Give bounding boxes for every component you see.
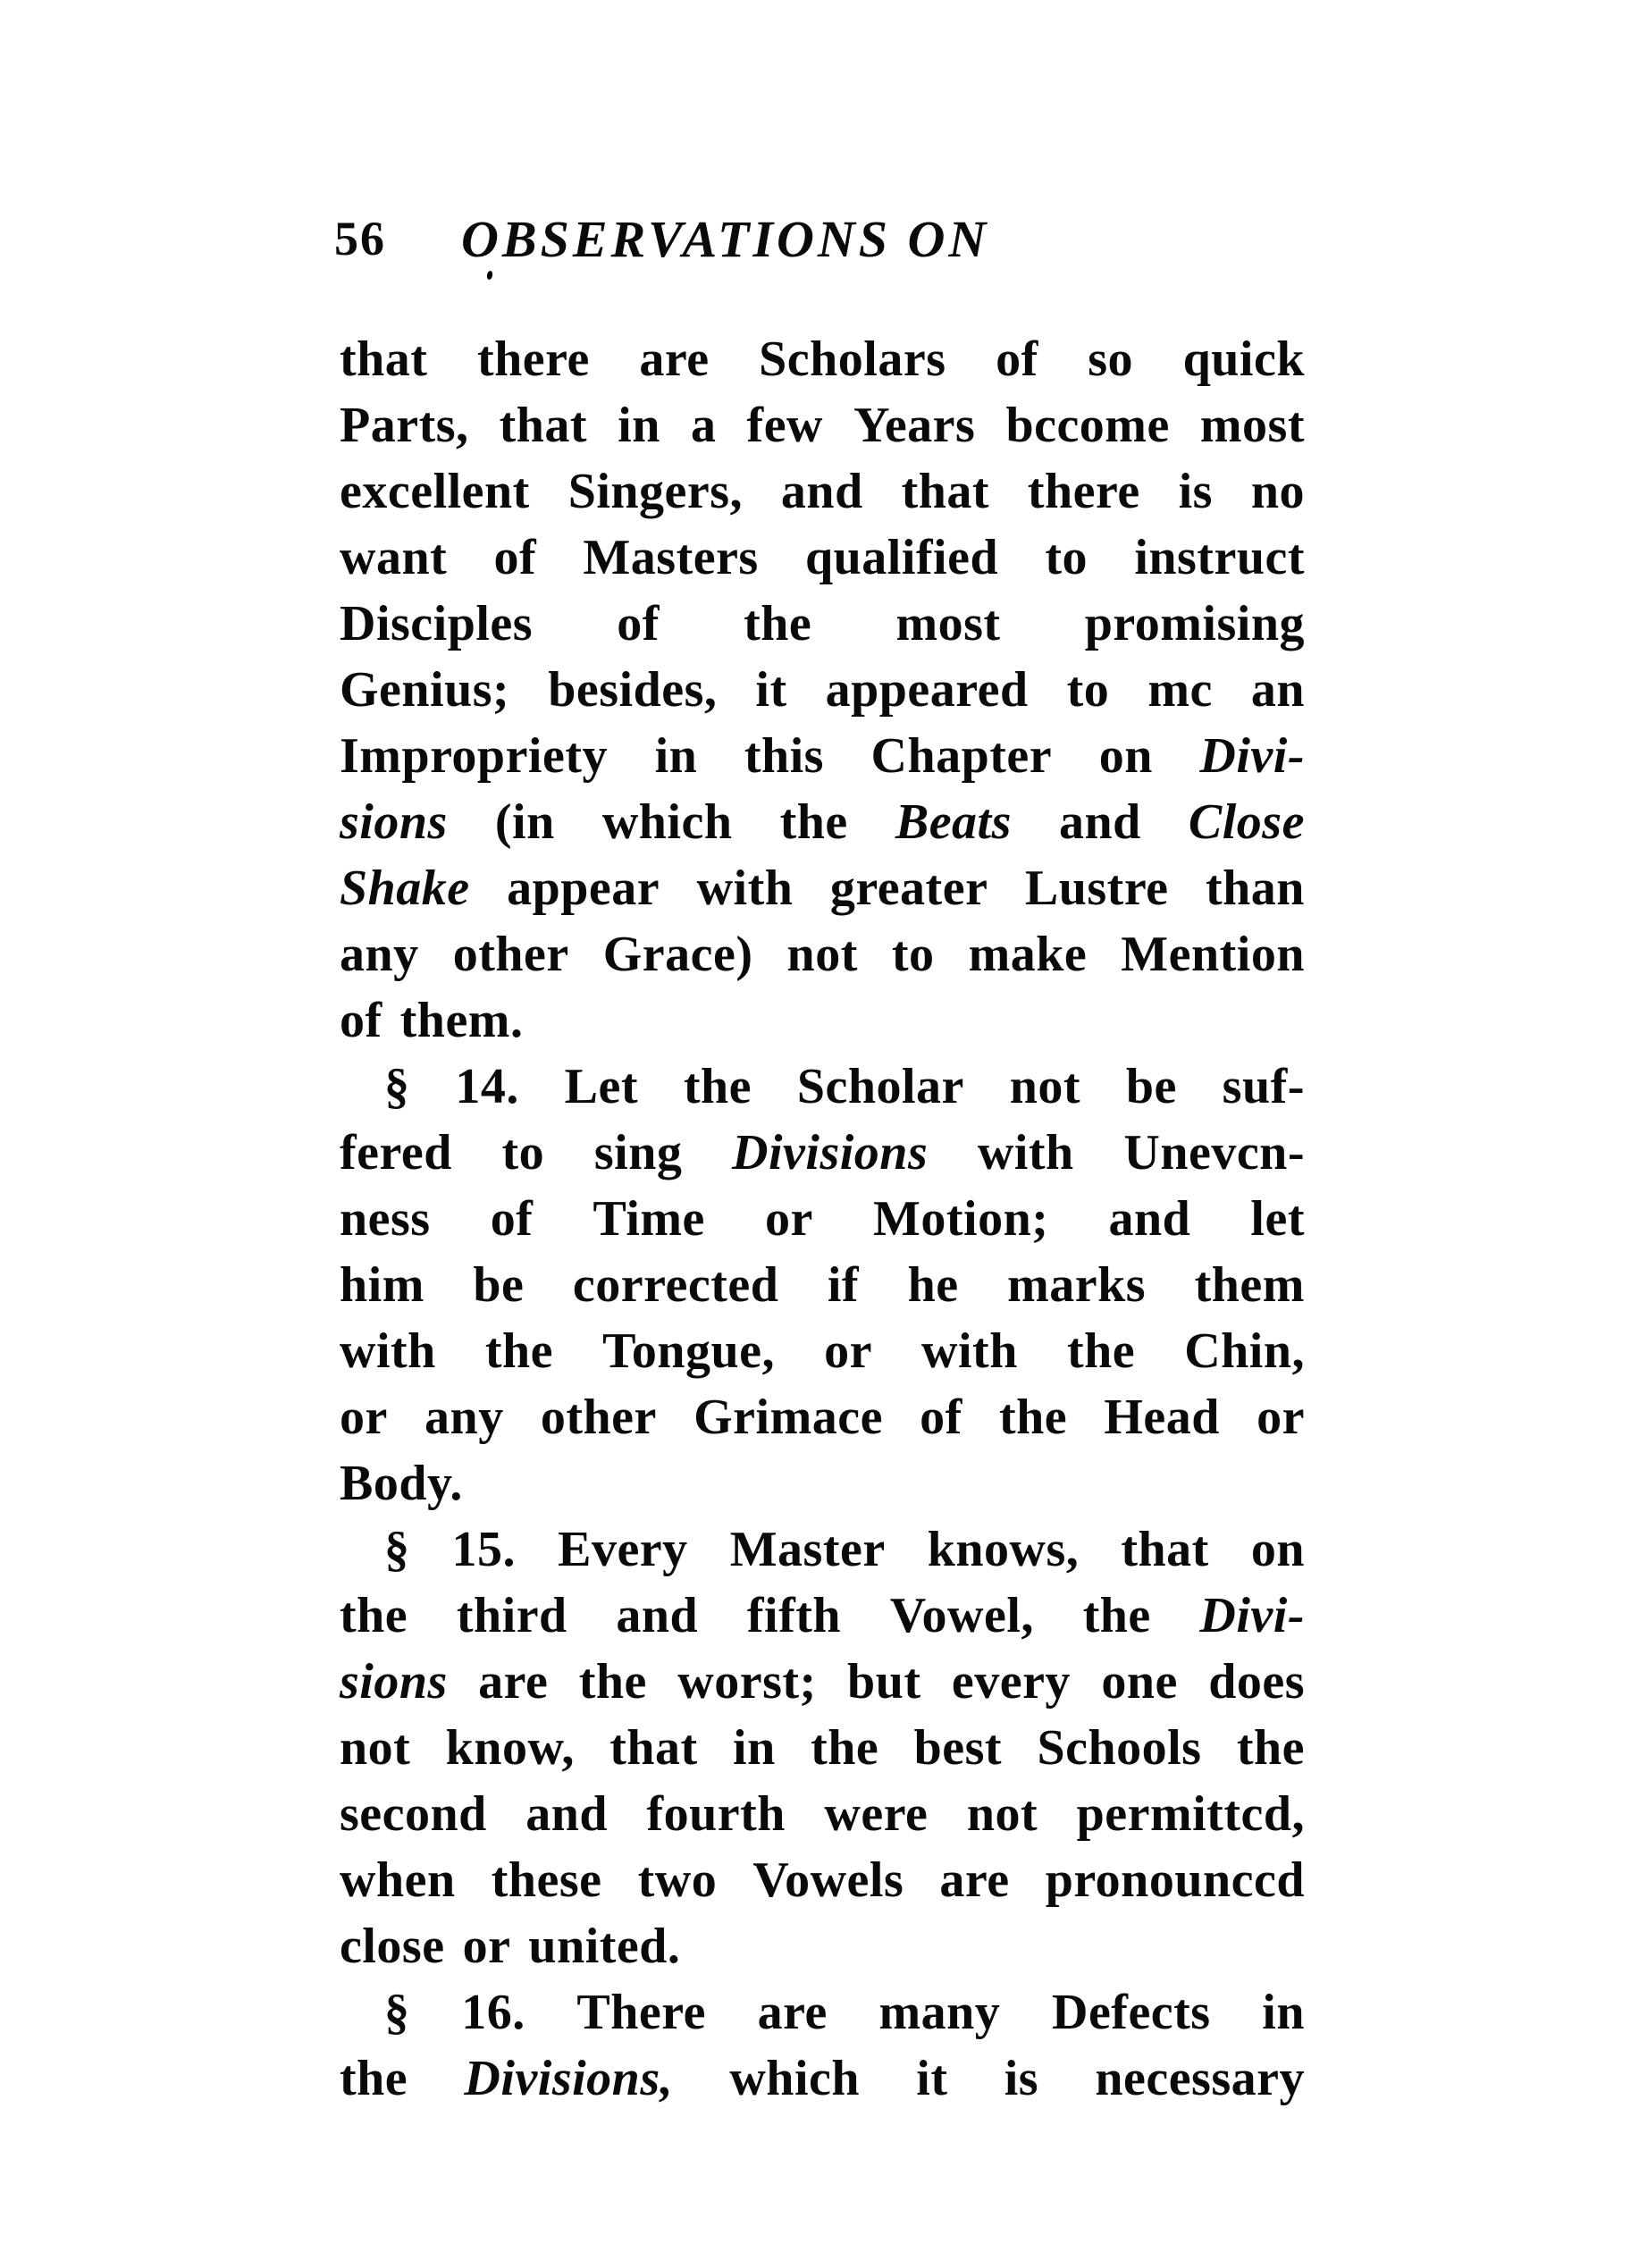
word: not: [966, 1786, 1038, 1842]
word: excellent: [340, 464, 530, 519]
word: bccome: [1005, 398, 1170, 453]
text-line: [340, 1715, 1305, 1781]
word: not: [1009, 1059, 1081, 1114]
text-line: [340, 1450, 1305, 1516]
word: Motion;: [873, 1191, 1049, 1247]
word: there: [477, 332, 590, 387]
word: know,: [445, 1720, 575, 1776]
word: 14.: [455, 1059, 519, 1114]
word: best: [913, 1720, 1003, 1776]
word: be: [473, 1257, 525, 1313]
word: are: [478, 1654, 549, 1709]
text-line: [340, 1516, 1305, 1583]
word: the: [998, 1390, 1068, 1445]
word: the: [779, 794, 848, 850]
word: or: [1257, 1390, 1305, 1445]
word: most: [895, 596, 1001, 651]
page-header: [334, 209, 1305, 275]
word: Disciples: [340, 596, 534, 651]
word: other: [540, 1390, 657, 1445]
italic-word: sions: [340, 794, 448, 850]
italic-word: Divisions: [732, 1125, 929, 1180]
word: Masters: [583, 530, 759, 585]
text-line: [340, 921, 1305, 987]
word: any: [424, 1390, 504, 1445]
word: them: [1194, 1257, 1305, 1313]
word: §: [384, 1522, 410, 1577]
word: want: [340, 530, 448, 585]
word: sing: [593, 1125, 683, 1180]
word: of: [920, 1390, 962, 1445]
word: Chapter: [870, 728, 1053, 784]
word: an: [1250, 662, 1305, 718]
word: two: [637, 1852, 718, 1908]
italic-word: Divi-: [1199, 1588, 1305, 1643]
word: §: [384, 1985, 410, 2040]
word: pronounccd: [1045, 1852, 1305, 1908]
word: worst;: [677, 1654, 817, 1709]
word: be: [1125, 1059, 1177, 1114]
word: Body.: [340, 1456, 463, 1511]
word: fourth: [646, 1786, 786, 1842]
word: 16.: [461, 1985, 525, 2040]
word: a: [690, 398, 717, 453]
word: Every: [558, 1522, 688, 1577]
word: Tongue,: [602, 1323, 775, 1379]
text-line: [340, 1318, 1305, 1384]
word: ness: [340, 1191, 431, 1247]
word: necessary: [1095, 2051, 1305, 2106]
word: them.: [399, 993, 524, 1048]
word: the: [1236, 1720, 1305, 1776]
word: Genius;: [340, 662, 510, 718]
word: any: [340, 927, 419, 982]
word: and: [780, 464, 863, 519]
word: second: [340, 1786, 487, 1842]
text-line: [340, 1054, 1305, 1120]
word: the: [1082, 1588, 1151, 1643]
word: or: [340, 1390, 388, 1445]
word: is: [1178, 464, 1213, 519]
word: or: [824, 1323, 872, 1379]
word: of: [617, 596, 660, 651]
word: not: [340, 1720, 411, 1776]
word: let: [1250, 1191, 1305, 1247]
word: the: [744, 596, 812, 651]
word: appeared: [825, 662, 1029, 718]
word: marks: [1007, 1257, 1147, 1313]
word: suf-: [1222, 1059, 1305, 1114]
word: that: [1121, 1522, 1209, 1577]
word: if: [827, 1257, 860, 1313]
word: no: [1250, 464, 1305, 519]
word: Defects: [1052, 1985, 1211, 2040]
word: the: [811, 1720, 879, 1776]
word: which: [729, 2051, 861, 2106]
word: to: [501, 1125, 545, 1180]
text-line: [340, 1649, 1305, 1715]
word: and: [1059, 794, 1141, 850]
text-line: [340, 392, 1305, 458]
word: close: [340, 1919, 445, 1974]
word: these: [491, 1852, 602, 1908]
word: in: [618, 398, 660, 453]
word: Years: [853, 398, 976, 453]
word: Singers,: [567, 464, 744, 519]
word: few: [746, 398, 823, 453]
word: but: [847, 1654, 921, 1709]
word: Impropriety: [340, 728, 608, 784]
word: Let: [564, 1059, 639, 1114]
word: and: [1108, 1191, 1191, 1247]
word: to: [1045, 530, 1088, 585]
word: of: [340, 993, 382, 1048]
word: and: [525, 1786, 609, 1842]
word: Scholar: [796, 1059, 964, 1114]
word: or: [462, 1919, 511, 1974]
word: mc: [1147, 662, 1213, 718]
word: permittcd,: [1076, 1786, 1305, 1842]
word: he: [907, 1257, 959, 1313]
word: when: [340, 1852, 456, 1908]
word: one: [1101, 1654, 1178, 1709]
word: Unevcn-: [1123, 1125, 1305, 1180]
text-line: [340, 525, 1305, 591]
text-line: [340, 1120, 1305, 1186]
word: with: [921, 1323, 1018, 1379]
word: does: [1208, 1654, 1305, 1709]
text-line: [340, 789, 1305, 855]
word: than: [1206, 861, 1305, 916]
text-line: [340, 1979, 1305, 2045]
word: in: [654, 728, 698, 784]
word: there: [1027, 464, 1140, 519]
word: besides,: [548, 662, 718, 718]
text-line: [340, 1186, 1305, 1252]
word: third: [456, 1588, 567, 1643]
word: to: [891, 927, 935, 982]
text-line: [340, 326, 1305, 392]
word: instruct: [1134, 530, 1305, 585]
text-line: [340, 2045, 1305, 2112]
text-line: [340, 723, 1305, 789]
word: the: [340, 1588, 408, 1643]
word: in: [733, 1720, 776, 1776]
word: that: [499, 398, 588, 453]
word: of: [996, 332, 1038, 387]
word: Head: [1104, 1390, 1220, 1445]
word: most: [1199, 398, 1305, 453]
page-number: 56: [334, 212, 386, 265]
word: it: [916, 2051, 948, 2106]
word: every: [951, 1654, 1071, 1709]
word: Chin,: [1184, 1323, 1305, 1379]
word: the: [683, 1059, 752, 1114]
word: (in: [494, 794, 555, 850]
word: many: [878, 1985, 1001, 2040]
word: with: [977, 1125, 1074, 1180]
running-header-title: OBSERVATIONS ON: [461, 210, 990, 268]
word: united.: [528, 1919, 681, 1974]
word: the: [1066, 1323, 1136, 1379]
italic-word: Divisions,: [464, 2051, 674, 2106]
italic-word: Shake: [340, 861, 470, 916]
text-line: [340, 1913, 1305, 1979]
word: which: [601, 794, 733, 850]
text-line: [340, 1252, 1305, 1318]
text-line: [340, 987, 1305, 1054]
word: 15.: [451, 1522, 517, 1577]
text-line: [340, 1583, 1305, 1649]
ink-speck: [486, 270, 493, 280]
word: Vowel,: [889, 1588, 1034, 1643]
text-line: [340, 855, 1305, 921]
word: fifth: [746, 1588, 842, 1643]
word: and: [616, 1588, 699, 1643]
word: not: [786, 927, 858, 982]
word: greater: [829, 861, 988, 916]
italic-word: sions: [340, 1654, 448, 1709]
word: so: [1088, 332, 1134, 387]
word: Scholars: [759, 332, 946, 387]
word: knows,: [927, 1522, 1080, 1577]
word: appear: [507, 861, 660, 916]
text-block: [340, 326, 1305, 2112]
word: other: [452, 927, 569, 982]
word: of: [490, 1191, 534, 1247]
text-line: [340, 1384, 1305, 1450]
word: in: [1262, 1985, 1305, 2040]
word: it: [755, 662, 787, 718]
word: promising: [1084, 596, 1305, 651]
word: him: [340, 1257, 424, 1313]
word: are: [639, 332, 710, 387]
word: Grimace: [693, 1390, 883, 1445]
word: or: [765, 1191, 813, 1247]
italic-word: Beats: [895, 794, 1012, 850]
word: to: [1066, 662, 1110, 718]
word: are: [939, 1852, 1010, 1908]
word: Schools: [1037, 1720, 1202, 1776]
word: are: [757, 1985, 828, 2040]
text-line: [340, 591, 1305, 657]
word: There: [576, 1985, 706, 2040]
word: Time: [593, 1191, 705, 1247]
word: this: [744, 728, 824, 784]
italic-word: Close: [1188, 794, 1305, 850]
word: make: [968, 927, 1088, 982]
word: the: [484, 1323, 554, 1379]
word: the: [578, 1654, 647, 1709]
word: with: [696, 861, 794, 916]
italic-word: Divi-: [1199, 728, 1305, 784]
word: that: [340, 332, 428, 387]
word: with: [340, 1323, 436, 1379]
word: quick: [1182, 332, 1305, 387]
word: Lustre: [1024, 861, 1169, 916]
text-line: [340, 458, 1305, 525]
word: of: [493, 530, 537, 585]
word: that: [609, 1720, 698, 1776]
word: on: [1250, 1522, 1305, 1577]
word: corrected: [572, 1257, 779, 1313]
word: Master: [729, 1522, 886, 1577]
word: qualified: [805, 530, 999, 585]
word: is: [1004, 2051, 1039, 2106]
word: Parts,: [340, 398, 469, 453]
word: on: [1098, 728, 1153, 784]
word: were: [824, 1786, 929, 1842]
text-line: [340, 657, 1305, 723]
word: fered: [340, 1125, 452, 1180]
text-line: [340, 1847, 1305, 1913]
word: the: [340, 2051, 408, 2106]
text-line: [340, 1781, 1305, 1847]
word: Mention: [1121, 927, 1305, 982]
word: that: [901, 464, 990, 519]
word: Vowels: [752, 1852, 904, 1908]
word: Grace): [602, 927, 753, 982]
word: §: [384, 1059, 410, 1114]
